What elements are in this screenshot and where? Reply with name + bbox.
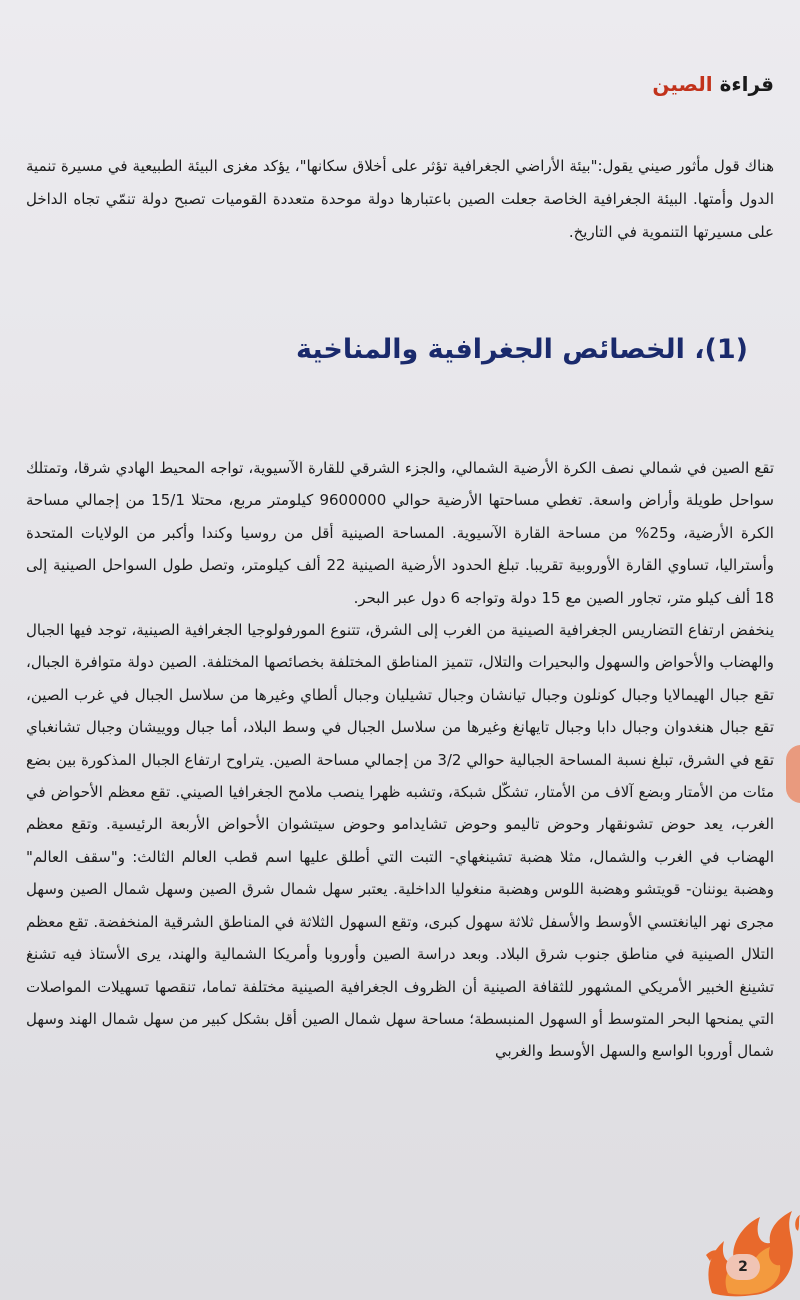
body-text xyxy=(26,452,774,1068)
section-heading: (1)، الخصائص الجغرافية والمناخية xyxy=(295,334,748,365)
flame-decoration-icon xyxy=(700,1195,800,1300)
body-paragraph-2: ينخفض ارتفاع التضاريس الجغرافية الصينية من الغرب إلى الشرق، تتنوع المورفولوجيا الجغرافية الصينية، توجد فيها الجبال والهضاب والأحواض والسهول والبحيرات والتلال، تتميز المناطق المختلفة بخصائصها المختلفة. الصين دولة متوافرة الجبال، تقع جبال الهيمالايا وجبال كونلون وجبال تيانشان وجبال تشيليان وجبال ألطاي وغيرها من سلاسل الجبال في غرب الصين، تقع جبال هنغدوان وجبال دابا وجبال تايهانغ وغيرها من سلاسل الجبال في وسط البلاد، أما جبال ووييشان وجبال تشانغباي تقع في الشرق، تبلغ نسبة المساحة الجبالية حوالي 3/2 من إجمالي مساحة الصين. يتراوح ارتفاع الجبال المذكورة بين بضع مئات من الأمتار وبضع آلاف من الأمتار، تشكّل شبكة، وتشبه ظهرا ينصب ملامح الجغرافيا الصيني. تقع معظم الأحواض في الغرب، يعد حوض تشونقهار وحوض تاليمو وحوض تشايدامو وحوض سيتشوان الأحواض الأربعة الرئيسية. وتقع معظم الهضاب في الغرب والشمال، مثلا هضبة تشينغهاي- التبت التي أطلق عليها اسم قطب العالم الثالث: و"سقف العالم" وهضبة يوننان- قويتشو وهضبة اللوس وهضبة منغوليا الداخلية. يعتبر سهل شمال شرق الصين وسهل شمال الصين وسهل مجرى نهر اليانغتسي الأوسط والأسفل ثلاثة سهول كبرى، وتقع السهول الثلاثة في المناطق الشرقية المنخفضة. تقع معظم التلال الصينية في مناطق جنوب شرق البلاد. وبعد دراسة الصين وأوروبا وأمريكا الشمالية والهند، يرى الأستاذ فيه تشنغ تشينغ الخبير الأمريكي المشهور للثقافة الصينية أن الظروف الجغرافية الصينية مختلفة تماما، تنقصها تسهيلات المواصلات التي يمنحها البحر المتوسط أو السهول المنبسطة؛ مساحة سهل شمال الصين أقل بشكل كبير من سهل شمال الهند وسهل شمال أوروبا الواسع والسهل الأوسط والغربي xyxy=(26,621,774,1061)
page-header-title xyxy=(652,72,774,96)
page-edge-tab xyxy=(786,745,800,803)
body-paragraph-1: تقع الصين في شمالي نصف الكرة الأرضية الشمالي، والجزء الشرقي للقارة الآسيوية، تواجه المحيط الهادي شرقا، وتمتلك سواحل طويلة وأراض واسعة. تغطي مساحتها الأرضية حوالي 9600000 كيلومتر مربع، محتلا 15/1 من إجمالي مساحة الكرة الأرضية، و25% من مساحة القارة الآسيوية. المساحة الصينية أقل من روسيا وكندا وأكبر من الولايات المتحدة وأستراليا، تساوي القارة الأوروبية تقريبا. تبلغ الحدود الأرضية الصينية 22 ألف كيلومتر، وتصل طول السواحل الصينية إلى 18 ألف كيلو متر، تجاور الصين مع 15 دولة وتواجه 6 دول عبر البحر. xyxy=(26,459,774,607)
header-title-part1: قراءة xyxy=(712,72,774,96)
page-number-badge: 2 xyxy=(726,1254,760,1280)
header-title-accent: الصين xyxy=(652,72,713,96)
intro-paragraph: هناك قول مأثور صيني يقول:"بيئة الأراضي الجغرافية تؤثر على أخلاق سكانها"، يؤكد مغزى البيئة الطبيعية في مسيرة تنمية الدول وأمتها. البيئة الجغرافية الخاصة جعلت الصين باعتبارها دولة موحدة متعددة القوميات تصبح دولة تنمّي تجاه الداخل على مسيرتها التنموية في التاريخ. xyxy=(26,157,774,241)
